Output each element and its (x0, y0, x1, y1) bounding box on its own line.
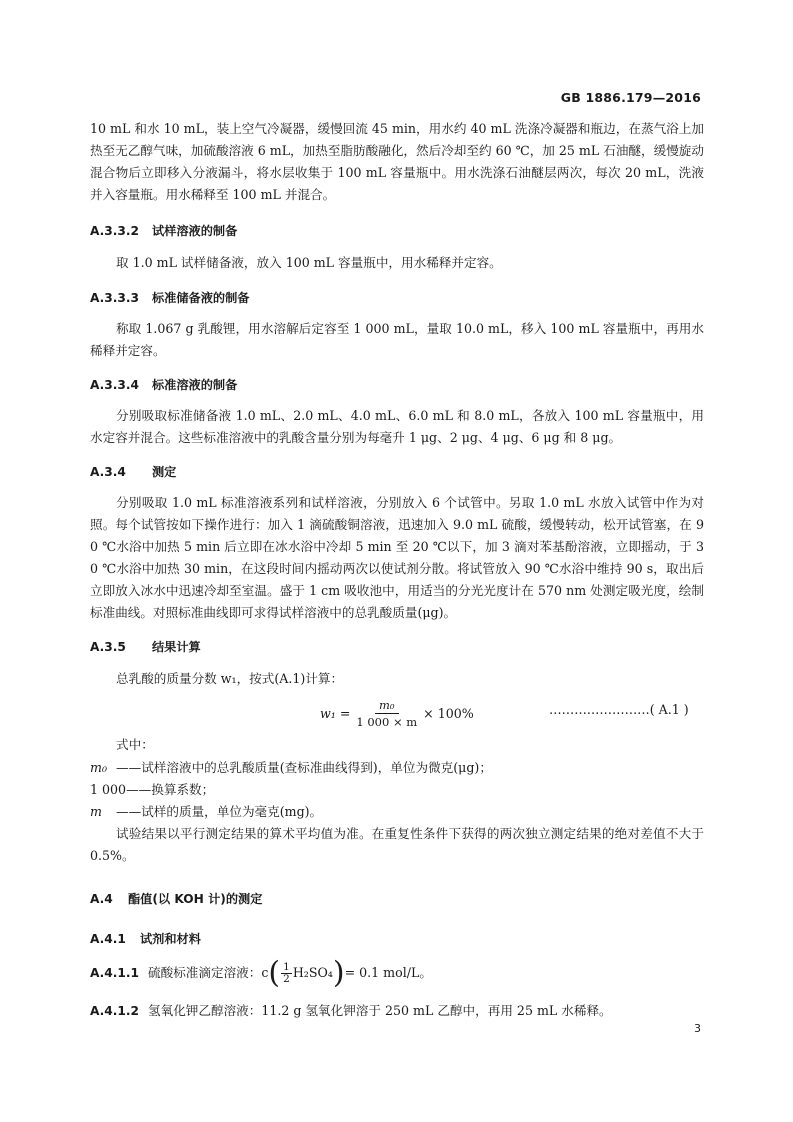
heading-title: 测定 (152, 465, 177, 479)
equation-label: ……………………( A.1 ) (549, 702, 689, 717)
variable-row (90, 801, 322, 820)
heading-a3-3-3 (90, 289, 250, 306)
paragraph-calc-intro: 总乳酸的质量分数 w₁，按式(A.1)计算： (116, 671, 344, 686)
heading-number: A.3.3.2 (90, 224, 139, 238)
heading-title: 标准溶液的制备 (152, 378, 238, 392)
item-chemical-formula: H₂SO₄ (292, 965, 333, 980)
item-text: 氢氧化钾乙醇溶液：11.2 g 氢氧化钾溶于 250 mL 乙醇中，再用 25 mL 水稀释。 (148, 1003, 612, 1018)
formula-lhs: w₁ = (320, 706, 351, 721)
item-a4-1-2 (90, 1000, 612, 1019)
variable-description: ——试样的质量，单位为毫克(mg)。 (116, 804, 323, 819)
item-fraction-numerator: 1 (283, 961, 290, 973)
heading-number: A.3.3.3 (90, 291, 139, 305)
paragraph-sample-solution: 取 1.0 mL 试样储备液，放入 100 mL 容量瓶中，用水稀释并定容。 (116, 255, 502, 270)
variable-symbol: m (90, 804, 102, 819)
heading-a3-4 (90, 463, 176, 480)
variable-row (90, 757, 492, 776)
heading-number: A.3.3.4 (90, 378, 139, 392)
paragraph-result-note: 试验结果以平行测定结果的算术平均值为准。在重复性条件下获得的两次独立测定结果的绝对差值不大于 0.5%。 (90, 826, 704, 863)
variable-row (90, 779, 214, 798)
heading-a3-3-2 (90, 222, 237, 239)
paragraph-where: 式中： (116, 737, 154, 752)
heading-number: A.4.1 (90, 932, 126, 946)
item-fraction (281, 962, 292, 985)
right-paren-icon: ) (332, 955, 345, 991)
paragraph-determination: 分别吸取 1.0 mL 标准溶液系列和试样溶液，分别放入 6 个试管中。另取 1.0 mL 水放入试管中作为对照。每个试管按如下操作进行：加入 1 滴硫酸铜溶液，迅速加入 9.0 mL 硫酸，缓慢转动，松开试管塞，在 90 ℃水浴中加热 5 min 后立即在冰水浴中冷却 5 min 至 20 ℃以下，加 3 滴对苯基酚溶液，立即摇动，于 30 ℃水浴中加热 30 min，在这段时间内摇动两次以使试剂分散。将试管放入 90 ℃水浴中维持 90 s，取出后立即放入冰水中迅速冷却至室温。盛于 1 cm 吸收池中，用适当的分光光度计在 570 nm 处测定吸光度，绘制标准曲线。对照标准曲线即可求得试样溶液中的总乳酸质量(μg)。 (90, 495, 704, 620)
formula-denominator: 1 000 × m (356, 715, 418, 729)
variable-description: ——换算系数； (126, 782, 215, 797)
heading-a4 (90, 890, 262, 907)
item-number: A.4.1.1 (90, 966, 139, 980)
heading-a3-5 (90, 638, 201, 655)
paragraph-standard-solution: 分别吸取标准储备液 1.0 mL、2.0 mL、4.0 mL、6.0 mL 和 8.0 mL，各放入 100 mL 容量瓶中，用水定容并混合。这些标准溶液中的乳酸含量分别为每毫升 1 μg、2 μg、4 μg、6 μg 和 8 μg。 (90, 408, 704, 445)
formula-fraction (356, 698, 417, 729)
heading-title: 结果计算 (152, 640, 201, 654)
paragraph-saponification: 10 mL 和水 10 mL，装上空气冷凝器，缓慢回流 45 min，用水约 40 mL 洗涤冷凝器和瓶边，在蒸气浴上加热至无乙醇气味，加硫酸溶液 6 mL，加热至脂肪酸融化，然后冷却至约 60 ℃，加 25 mL 石油醚，缓慢旋动混合物后立即移入分液漏斗，将水层收集于 100 mL 容量瓶中。用水洗涤石油醚层两次，每次 20 mL，洗液并入容量瓶。用水稀释至 100 mL 并混合。 (90, 121, 704, 202)
heading-title: 标准储备液的制备 (152, 291, 250, 305)
formula-numerator: m₀ (375, 698, 399, 714)
page-number: 3 (694, 1022, 701, 1035)
heading-a3-3-4 (90, 376, 237, 393)
variable-description: ——试样溶液中的总乳酸质量(查标准曲线得到)，单位为微克(μg)； (116, 760, 492, 775)
heading-title: 试样溶液的制备 (152, 224, 238, 238)
standard-code-header: GB 1886.179—2016 (560, 90, 701, 105)
item-prefix: 硫酸标准滴定溶液：c (148, 965, 269, 980)
item-number: A.4.1.2 (90, 1004, 139, 1018)
item-fraction-denominator: 2 (283, 973, 290, 985)
paragraph-standard-stock: 称取 1.067 g 乳酸锂，用水溶解后定容至 1 000 mL，量取 10.0 mL，移入 100 mL 容量瓶中，再用水稀释并定容。 (90, 321, 704, 358)
heading-number: A.3.4 (90, 465, 126, 479)
formula-rhs: × 100% (423, 706, 474, 721)
item-a4-1-1 (90, 955, 432, 991)
heading-title: 酯值(以 KOH 计)的测定 (128, 892, 263, 906)
item-suffix: = 0.1 mol/L。 (344, 965, 432, 980)
heading-title: 试剂和材料 (140, 932, 201, 946)
heading-a4-1 (90, 930, 201, 947)
heading-number: A.3.5 (90, 640, 126, 654)
variable-symbol: 1 000 (90, 782, 127, 797)
heading-number: A.4 (90, 892, 113, 906)
formula-a1 (320, 698, 474, 729)
left-paren-icon: ( (268, 955, 281, 991)
variable-symbol: m₀ (90, 760, 107, 775)
